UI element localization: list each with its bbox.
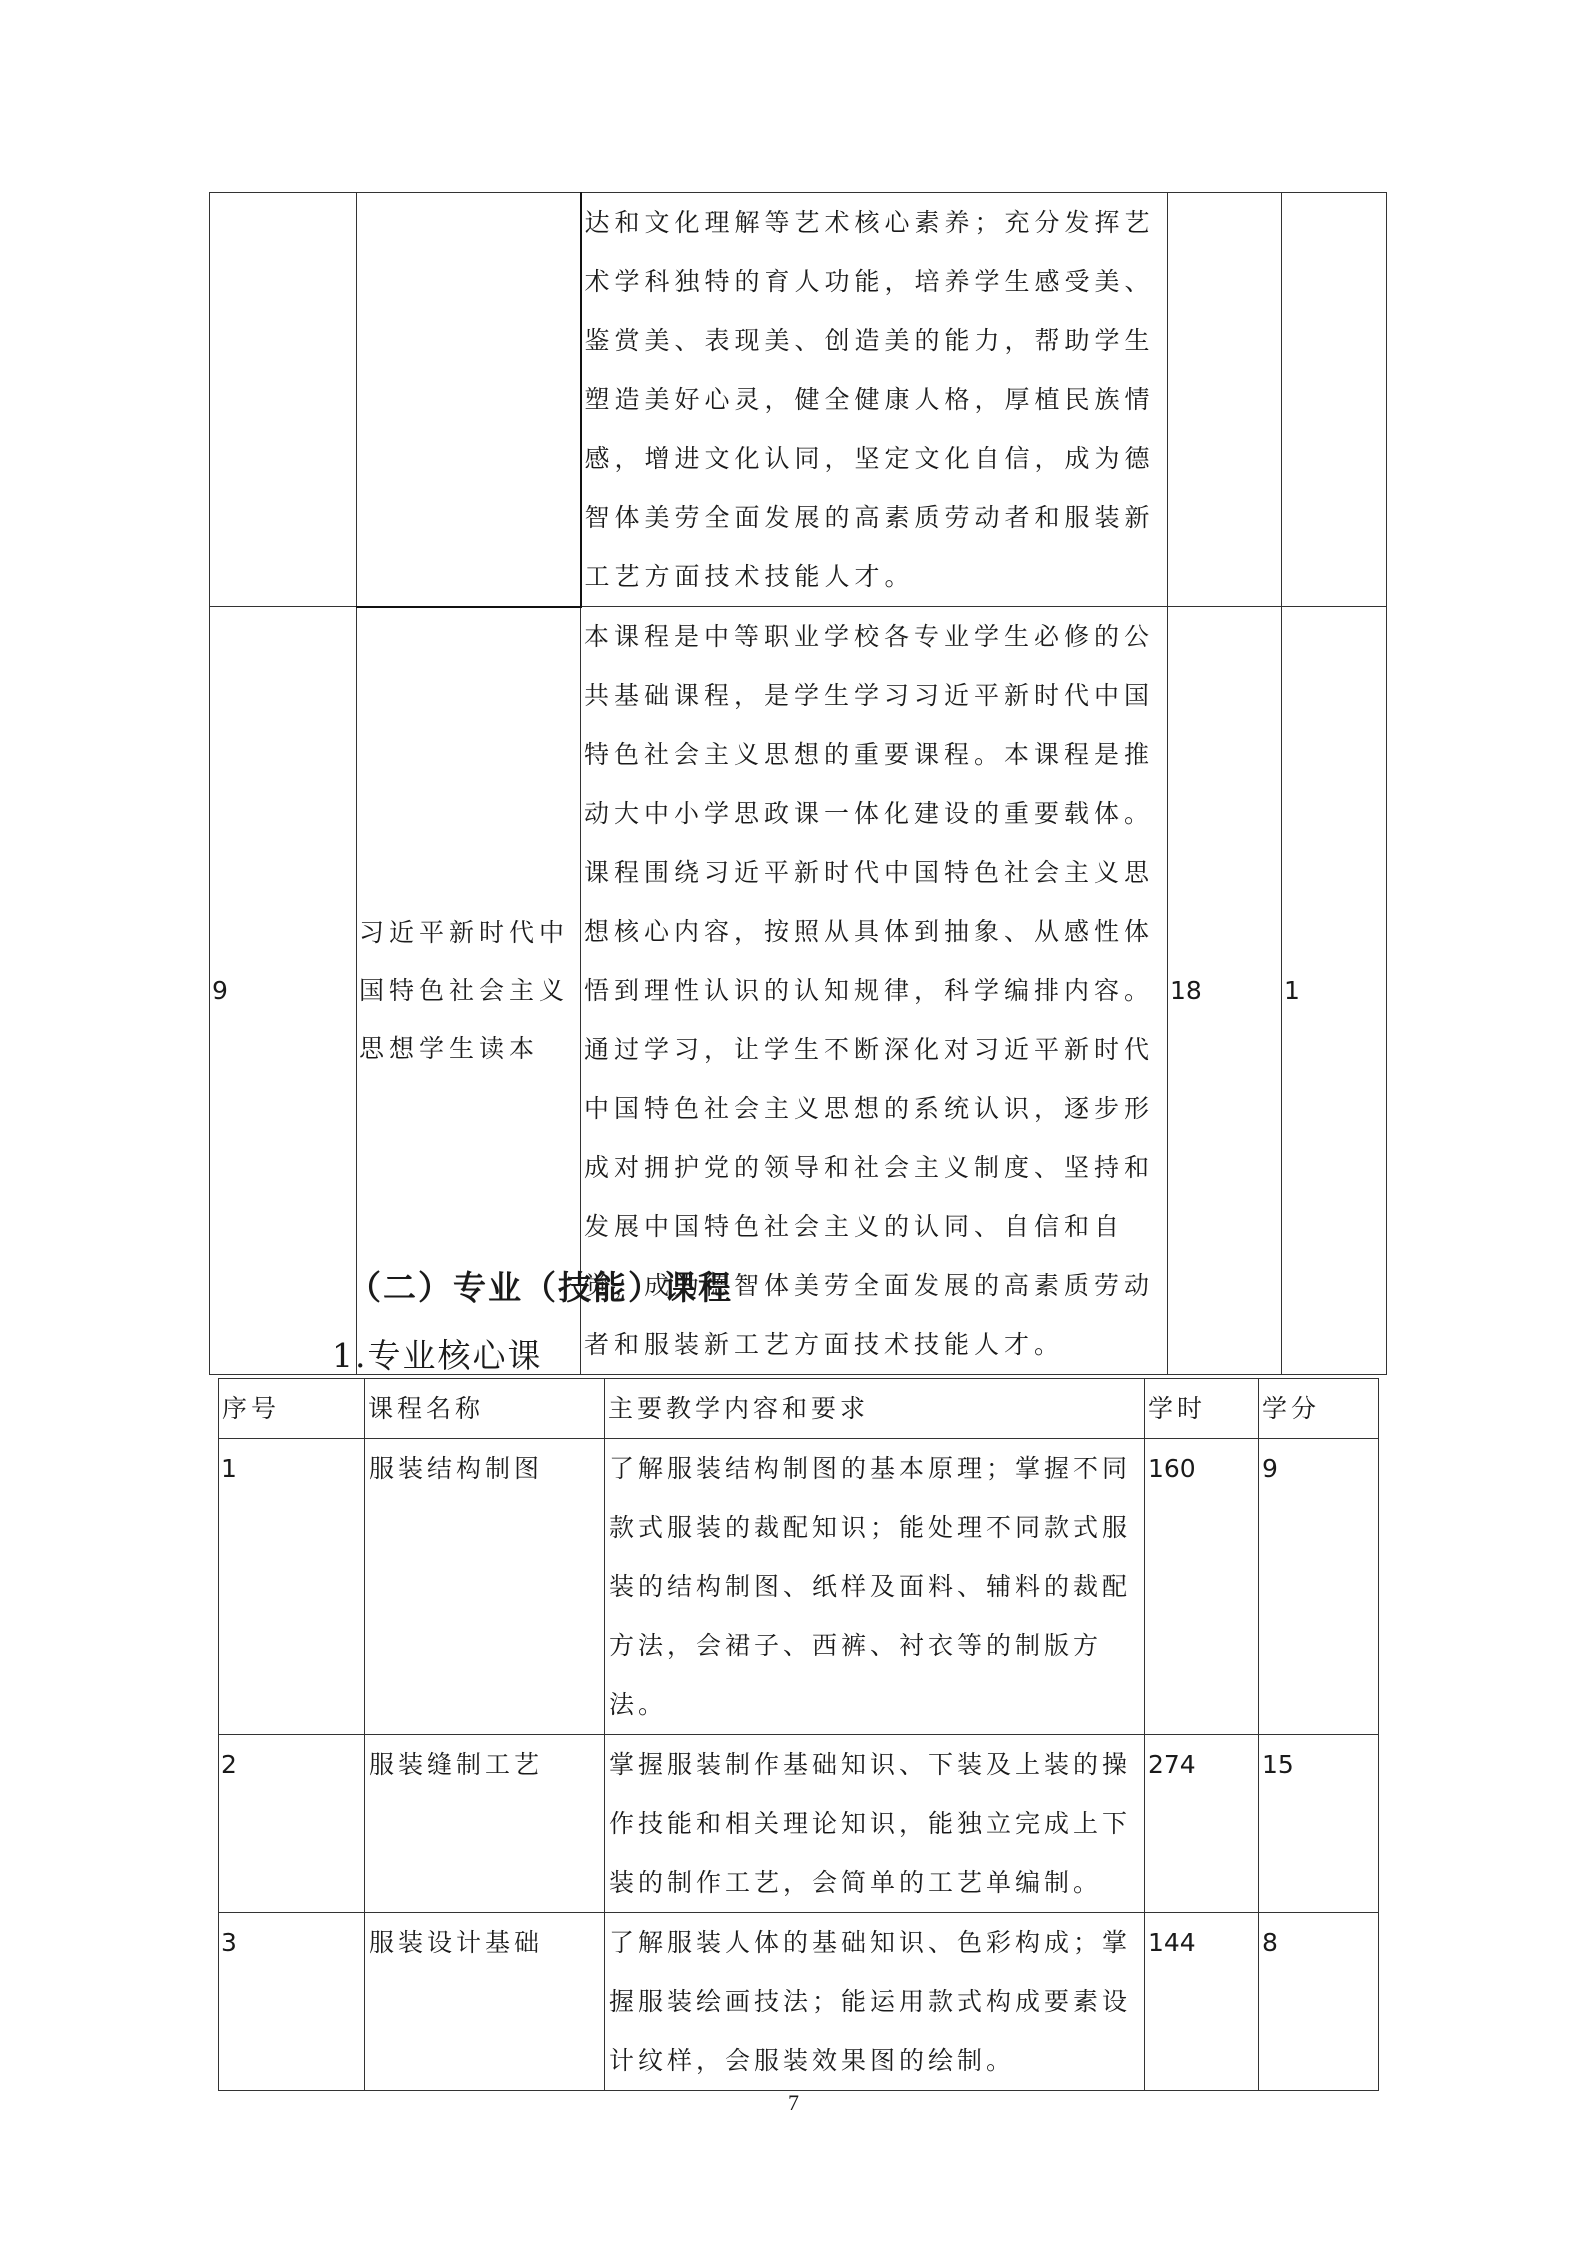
header-course-name: 课程名称 [365,1379,605,1439]
subsection-heading: 1.专业核心课 [332,1336,543,1375]
course-credits: 1 [1282,607,1387,1375]
course-content: 了解服装人体的基础知识、色彩构成；掌握服装绘画技法；能运用款式构成要素设计纹样，会服装效果图的绘制。 [605,1913,1145,2091]
core-courses-table [218,1378,1379,2091]
course-name: 服装设计基础 [365,1913,605,2091]
course-hours: 18 [1168,607,1282,1375]
course-credits: 9 [1259,1439,1379,1735]
row-number [210,193,357,607]
page-number: 7 [788,2090,799,2115]
course-content: 达和文化理解等艺术核心素养；充分发挥艺术学科独特的育人功能，培养学生感受美、鉴赏美、表现美、创造美的能力，帮助学生塑造美好心灵，健全健康人格，厚植民族情感，增进文化认同，坚定文化自信，成为德智体美劳全面发展的高素质劳动者和服装新工艺方面技术技能人才。 [581,193,1168,607]
course-content: 掌握服装制作基础知识、下装及上装的操作技能和相关理论知识，能独立完成上下装的制作工艺，会简单的工艺单编制。 [605,1735,1145,1913]
table-header-row [219,1379,1379,1439]
course-hours [1168,193,1282,607]
course-credits [1282,193,1387,607]
row-number: 1 [219,1439,365,1735]
course-hours: 144 [1145,1913,1259,2091]
row-number: 9 [210,607,357,1375]
course-name: 习近平新时代中国特色社会主义思想学生读本 [357,607,581,1375]
course-content: 本课程是中等职业学校各专业学生必修的公共基础课程，是学生学习习近平新时代中国特色社会主义思想的重要课程。本课程是推动大中小学思政课一体化建设的重要载体。课程围绕习近平新时代中国特色社会主义思想核心内容，按照从具体到抽象、从感性体悟到理性认识的认知规律，科学编排内容。通过学习，让学生不断深化对习近平新时代中国特色社会主义思想的系统认识，逐步形成对拥护党的领导和社会主义制度、坚持和发展中国特色社会主义的认同、自信和自觉，成为德智体美劳全面发展的高素质劳动者和服装新工艺方面技术技能人才。 [581,607,1168,1375]
course-name: 服装结构制图 [365,1439,605,1735]
table-row [219,1439,1379,1735]
course-name [357,193,581,607]
row-number: 2 [219,1735,365,1913]
course-content: 了解服装结构制图的基本原理；掌握不同款式服装的裁配知识；能处理不同款式服装的结构制图、纸样及面料、辅料的裁配方法，会裙子、西裤、衬衣等的制版方法。 [605,1439,1145,1735]
header-hours: 学时 [1145,1379,1259,1439]
header-credits: 学分 [1259,1379,1379,1439]
header-number: 序号 [219,1379,365,1439]
table-row [219,1735,1379,1913]
course-credits: 8 [1259,1913,1379,2091]
row-number: 3 [219,1913,365,2091]
table-row [210,607,1387,1375]
course-credits: 15 [1259,1735,1379,1913]
table-row [219,1913,1379,2091]
section-heading: （二）专业（技能）课程 [348,1268,733,1307]
header-content: 主要教学内容和要求 [605,1379,1145,1439]
course-hours: 274 [1145,1735,1259,1913]
table-row [210,193,1387,607]
course-table-continuation [209,192,1387,1375]
course-name: 服装缝制工艺 [365,1735,605,1913]
course-hours: 160 [1145,1439,1259,1735]
